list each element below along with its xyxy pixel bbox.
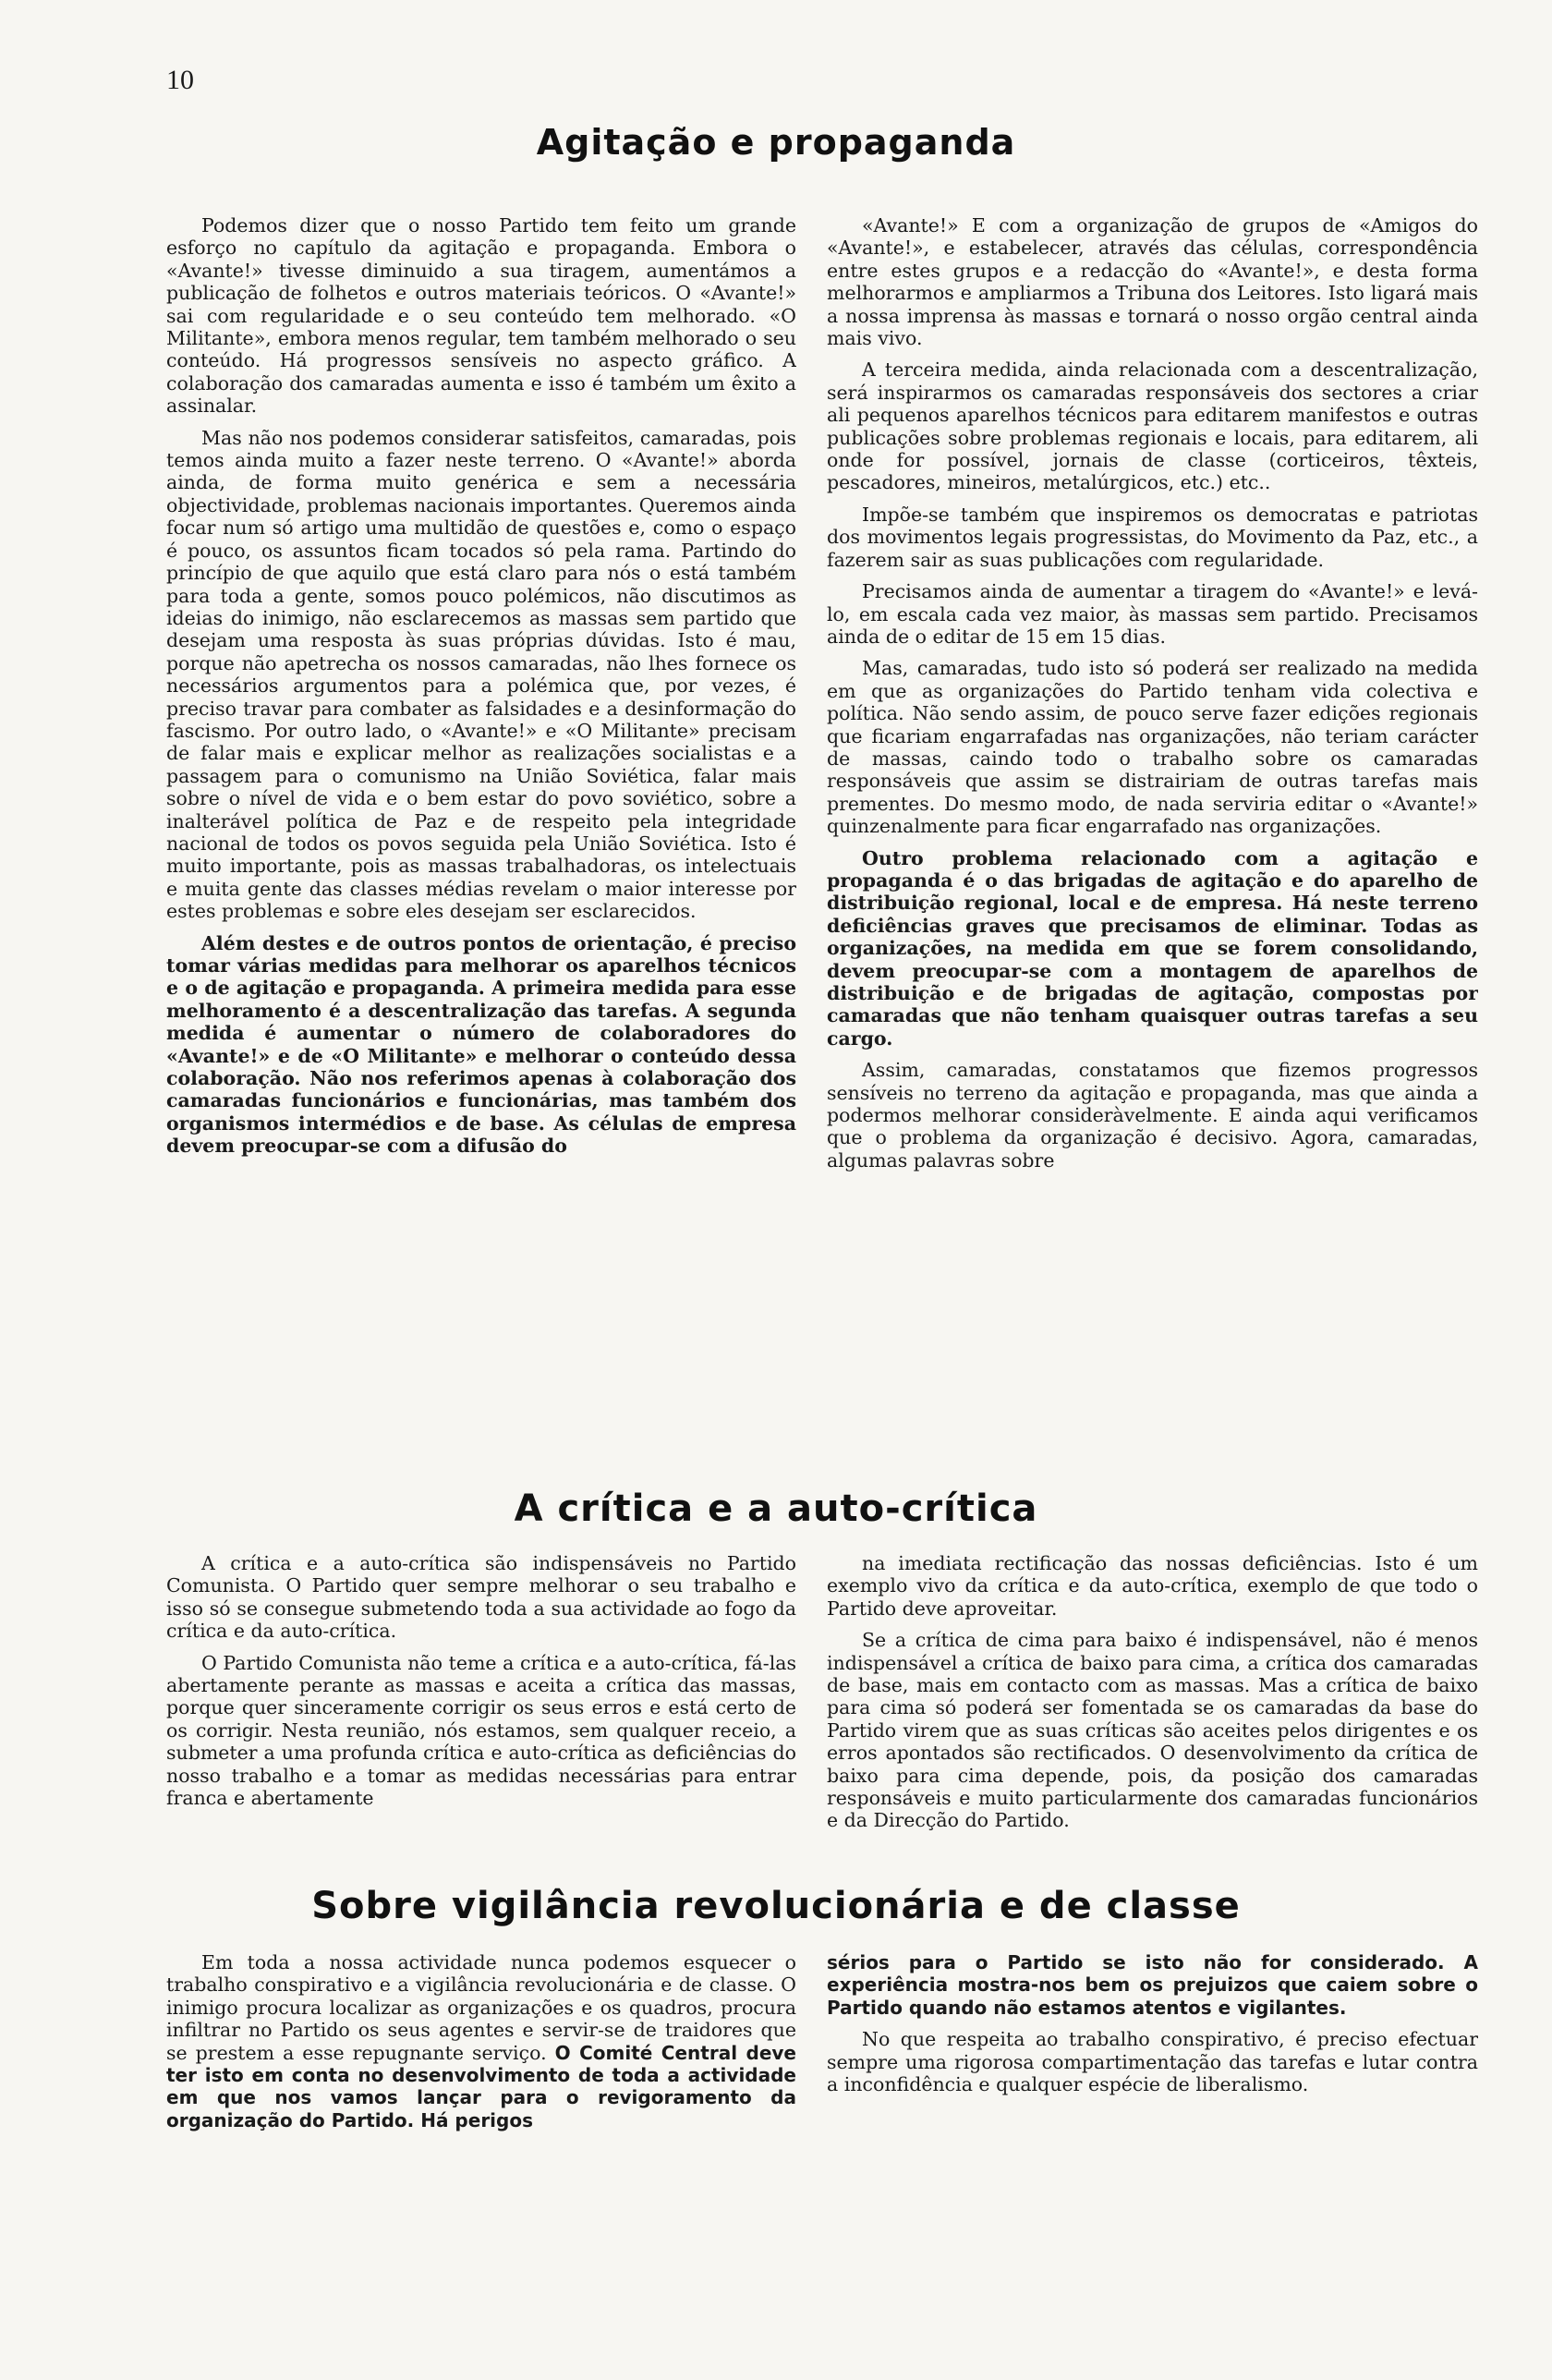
paragraph: Se a crítica de cima para baixo é indispensável, não é menos indispensável a crítica de baixo para cima, a crítica dos camaradas de base, mais em contacto com as massas. Mas a crítica de baixo para cima só poderá ser fomentada se os camaradas da base do Partido virem que as suas críticas são aceites pelos dirigentes e os erros apontados são rectificados. O desenvolvimento da crítica de baixo para cima depende, pois, da posição dos camaradas responsáveis e muito particularmente dos camaradas funcionários e da Direcção do Partido.: [827, 1629, 1478, 1832]
agitacao-right-column: [827, 214, 1478, 1475]
paragraph: O Partido Comunista não teme a crítica e a auto-crítica, fá-las abertamente perante as massas e aceita a crítica das massas, porque quer sinceramente corrigir os seus erros e está certo de os corrigir. Nesta reunião, nós estamos, sem qualquer receio, a submeter a uma profunda crítica e auto-crítica as deficiências do nosso trabalho e a tomar as medidas necessárias para entrar franca e abertamente: [166, 1651, 796, 1810]
paragraph: Além destes e de outros pontos de orientação, é preciso tomar várias medidas para melhorar os aparelhos técnicos e o de agitação e propaganda. A primeira medida para esse melhoramento é a descentralização das tarefas. A segunda medida é aumentar o número de colaboradores do «Avante!» e de «O Militante» e melhorar o conteúdo dessa colaboração. Não nos referimos apenas à colaboração dos camaradas funcionários e funcionárias, mas também dos organismos intermédios e de base. As células de empresa devem preocupar-se com a difusão do: [166, 931, 796, 1158]
paragraph: Mas, camaradas, tudo isto só poderá ser realizado na medida em que as organizações do Partido tenham vida colectiva e política. Não sendo assim, de pouco serve fazer edições regionais que ficariam engarrafadas nas organizações, não teriam carácter de massas, caindo todo o trabalho sobre os camaradas responsáveis que assim se distrairiam de outras tarefas mais prementes. Do mesmo modo, de nada serviria editar o «Avante!» quinzenalmente para ficar engarrafado nas organizações.: [827, 657, 1478, 838]
paragraph: Assim, camaradas, constatamos que fizemos progressos sensíveis no terreno da agitação e propaganda, mas que ainda a podermos melhorar consideràvelmente. E ainda aqui verificamos que o problema da organização é decisivo. Agora, camaradas, algumas palavras sobre: [827, 1059, 1478, 1172]
section-title-vigilancia: Sobre vigilância revolucionária e de classe: [311, 1885, 1241, 1927]
vigilancia-right-column: [827, 1951, 1478, 2339]
page-number: 10: [166, 65, 194, 95]
paragraph: Podemos dizer que o nosso Partido tem feito um grande esforço no capítulo da agitação e propaganda. Embora o «Avante!» tivesse diminuido a sua tiragem, aumentámos a publicação de folhetos e outros materiais teóricos. O «Avante!» sai com regularidade e o seu conteúdo tem melhorado. «O Militante», embora menos regular, tem também melhorado o seu conteúdo. Há progressos sensíveis no aspecto gráfico. A colaboração dos camaradas aumenta e isso é também um êxito a assinalar.: [166, 214, 796, 418]
critica-right-column: [827, 1552, 1478, 1894]
paragraph: sérios para o Partido se isto não for considerado. A experiência mostra-nos bem os prejuizos que caiem sobre o Partido quando não estamos atentos e vigilantes.: [827, 1951, 1478, 2019]
agitacao-left-column: [166, 214, 796, 1475]
vigilancia-intro-text: Em toda a nossa actividade nunca podemos esquecer o trabalho conspirativo e a vigilância revolucionária e de classe. O inimigo procura localizar as organizações e os quadros, procura infiltrar no Partido os seus agentes e servir-se de traidores que se prestem a esse repugnante serviço.: [166, 1951, 796, 2064]
paragraph: Mas não nos podemos considerar satisfeitos, camaradas, pois temos ainda muito a fazer neste terreno. O «Avante!» aborda ainda, de forma muito genérica e sem a necessária objectividade, problemas nacionais importantes. Queremos ainda focar num só artigo uma multidão de questões e, como o espaço é pouco, os assuntos ficam tocados só pela rama. Partindo do princípio de que aquilo que está claro para nós o está também para toda a gente, somos pouco polémicos, não discutimos as ideias do inimigo, não esclarecemos as massas sem partido que desejam uma resposta às suas próprias dúvidas. Isto é mau, porque não apetrecha os nossos camaradas, não lhes fornece os necessários argumentos para a polémica que, por vezes, é preciso travar para combater as falsidades e a desinformação do fascismo. Por outro lado, o «Avante!» e «O Militante» precisam de falar mais e explicar melhor as realizações socialistas e a passagem para o comunismo na União Soviética, falar mais sobre o nível de vida e o bem estar do povo soviético, sobre a inalterável política de Paz e de respeito pela integridade nacional de todos os povos seguida pela União Soviética. Isto é muito importante, pois as massas trabalhadoras, os intelectuais e muita gente das classes médias revelam o maior interesse por estes problemas e sobre eles desejam ser esclarecidos.: [166, 426, 796, 923]
paragraph: No que respeita ao trabalho conspirativo, é preciso efectuar sempre uma rigorosa compartimentação das tarefas e lutar contra a inconfidência e qualquer espécie de liberalismo.: [827, 2028, 1478, 2096]
paragraph: Precisamos ainda de aumentar a tiragem do «Avante!» e levá-lo, em escala cada vez maior, às massas sem partido. Precisamos ainda de o editar de 15 em 15 dias.: [827, 580, 1478, 648]
paragraph: A crítica e a auto-crítica são indispensáveis no Partido Comunista. O Partido quer sempre melhorar o seu trabalho e isso só se consegue submetendo toda a sua actividade ao fogo da crítica e da auto-crítica.: [166, 1552, 796, 1643]
paragraph: A terceira medida, ainda relacionada com a descentralização, será inspirarmos os camaradas responsáveis dos sectores a criar ali pequenos aparelhos técnicos para editarem manifestos e outras publicações sobre problemas regionais e locais, para editarem, ali onde for possível, jornais de classe (corticeiros, têxteis, pescadores, mineiros, metalúrgicos, etc.) etc..: [827, 358, 1478, 494]
section-title-agitacao: Agitação e propaganda: [536, 122, 1016, 163]
critica-left-column: [166, 1552, 796, 1894]
vigilancia-left-column: [166, 1951, 796, 2339]
paragraph: Impõe-se também que inspiremos os democratas e patriotas dos movimentos legais progressistas, do Movimento da Paz, etc., a fazerem sair as suas publicações com regularidade.: [827, 503, 1478, 571]
vigilancia-bold-text: O Comité Central deve ter isto em conta no desenvolvimento de toda a actividade em que nos vamos lançar para o revigoramento da organização do Partido. Há perigos: [166, 2041, 796, 2131]
paragraph: Outro problema relacionado com a agitação e propaganda é o das brigadas de agitação e do aparelho de distribuição regional, local e de empresa. Há neste terreno deficiências graves que precisamos de eliminar. Todas as organizações, na medida em que se forem consolidando, devem preocupar-se com a montagem de aparelhos de distribuição e de brigadas de agitação, compostas por camaradas que não tenham quaisquer outras tarefas a seu cargo.: [827, 846, 1478, 1050]
paragraph: na imediata rectificação das nossas deficiências. Isto é um exemplo vivo da crítica e da auto-crítica, exemplo de que todo o Partido deve aproveitar.: [827, 1552, 1478, 1620]
paragraph: [166, 1951, 796, 2131]
paragraph: «Avante!» E com a organização de grupos de «Amigos do «Avante!», e estabelecer, através das células, correspondência entre estes grupos e a redacção do «Avante!», e desta forma melhorarmos e ampliarmos a Tribuna dos Leitores. Isto ligará mais a nossa imprensa às massas e tornará o nosso orgão central ainda mais vivo.: [827, 214, 1478, 350]
section-title-critica: A crítica e a auto-crítica: [514, 1488, 1038, 1530]
